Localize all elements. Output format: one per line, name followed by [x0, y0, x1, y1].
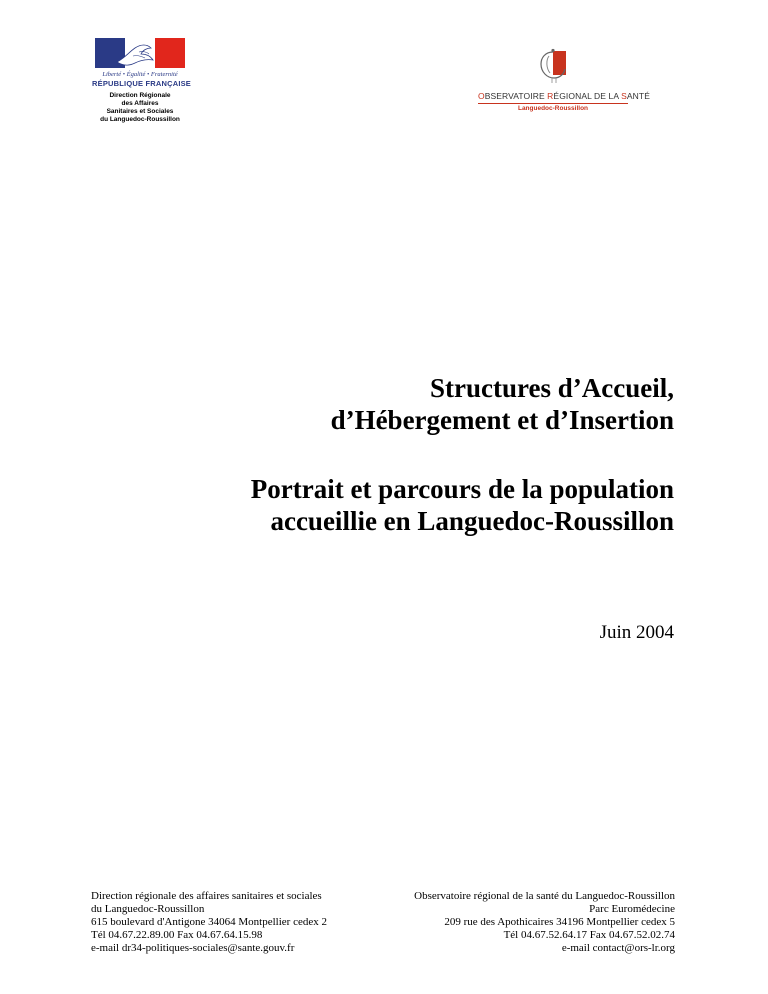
- title-line-1: Structures d’Accueil,: [430, 373, 674, 403]
- address-line: du Languedoc-Roussillon: [91, 903, 205, 915]
- document-title: [331, 372, 674, 436]
- ors-emblem-icon: [538, 48, 628, 89]
- address-line: Observatoire régional de la santé du Languedoc-Roussillon: [414, 890, 675, 902]
- title-line-2: d’Hébergement et d’Insertion: [330, 405, 674, 435]
- address-line: Parc Euromédecine: [589, 903, 675, 915]
- ors-address-block: [414, 890, 675, 955]
- ors-region: Languedoc-Roussillon: [517, 105, 589, 112]
- publication-date: Juin 2004: [599, 622, 674, 643]
- document-subtitle: [251, 473, 674, 537]
- ors-name: OBSERVATOIRE RÉGIONAL DE LA SANTÉ: [478, 91, 650, 101]
- phone-fax-line: Tél 04.67.52.64.17 Fax 04.67.52.02.74: [503, 929, 675, 941]
- email-line: e-mail contact@ors-lr.org: [561, 942, 675, 954]
- drass-address-block: [91, 890, 327, 955]
- subtitle-line-1: Portrait et parcours de la population: [250, 474, 674, 504]
- phone-fax-line: Tél 04.67.22.89.00 Fax 04.67.64.15.98: [91, 929, 263, 941]
- subtitle-line-2: accueillie en Languedoc-Roussillon: [270, 506, 674, 536]
- ors-logo: [478, 48, 650, 112]
- drass-department-name: Direction Régionale des Affaires Sanitaires et Sociales du Languedoc-Roussillon: [100, 92, 180, 123]
- address-line: 209 rue des Apothicaires 34196 Montpellier cedex 5: [444, 916, 675, 928]
- republic-motto: Liberté • Égalité • Fraternité: [102, 71, 178, 78]
- address-line: 615 boulevard d'Antigone 34064 Montpellier cedex 2: [91, 916, 327, 928]
- marianne-flag-icon: [95, 38, 185, 68]
- ors-divider: [478, 103, 628, 104]
- republique-francaise-logo: [92, 38, 192, 124]
- address-line: Direction régionale des affaires sanitaires et sociales: [91, 890, 322, 902]
- email-line: e-mail dr34-politiques-sociales@sante.gouv.fr: [91, 942, 295, 954]
- republic-name: RÉPUBLIQUE FRANÇAISE: [92, 79, 192, 88]
